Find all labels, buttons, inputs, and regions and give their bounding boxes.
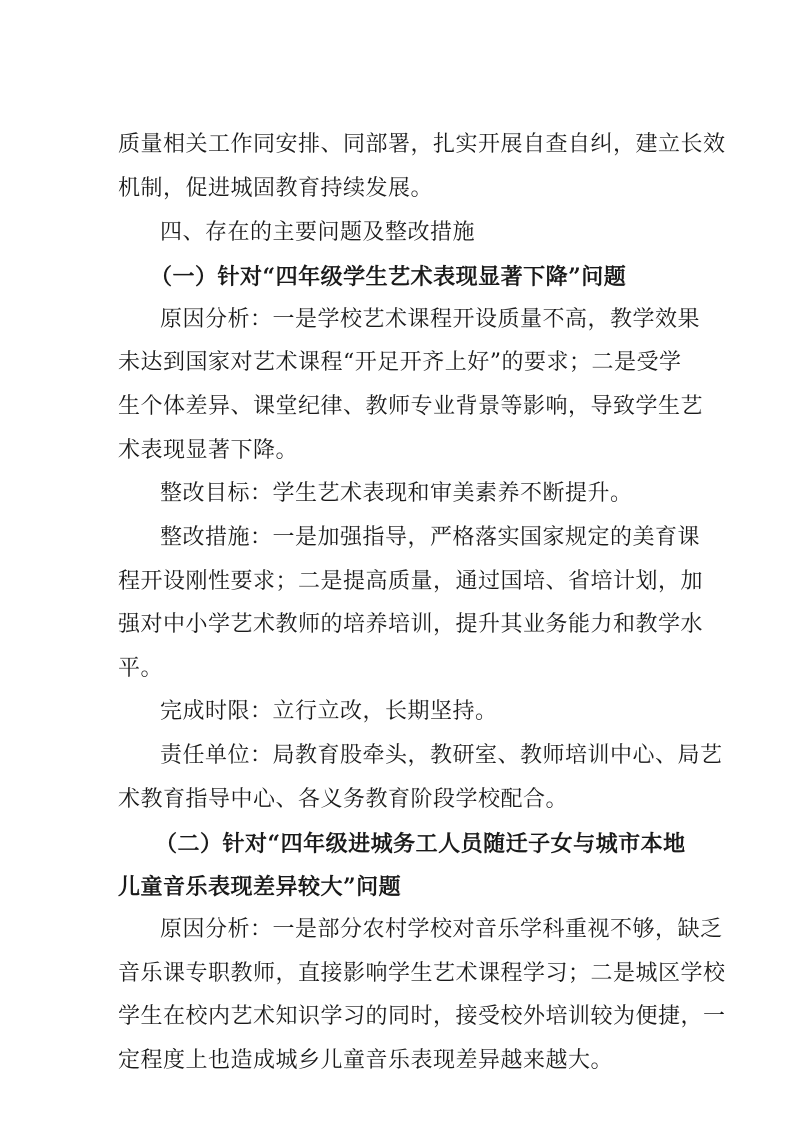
section-heading: 四、存在的主要问题及整改措施 [160,220,476,245]
body-line: 术表现显著下降。 [118,438,299,463]
body-line: 责任单位：局教育股牵头，教研室、教师培训中心、局艺 [160,743,723,768]
body-line: 整改目标：学生艺术表现和审美素养不断提升。 [160,481,633,506]
body-line: 质量相关工作同安排、同部署，扎实开展自查自纠，建立长效 [118,132,726,157]
subsection-heading: 儿童音乐表现差异较大”问题 [118,874,402,900]
body-line: 定程度上也造成城乡儿童音乐表现差异越来越大。 [118,1048,614,1073]
body-line: 术教育指导中心、各义务教育阶段学校配合。 [118,787,569,812]
subsection-heading: （二）针对“四年级进城务工人员随迁子女与城市本地 [155,831,686,857]
body-line: 学生在校内艺术知识学习的同时，接受校外培训较为便捷，一 [118,1004,726,1029]
body-line: 强对中小学艺术教师的培养培训，提升其业务能力和教学水 [118,612,704,637]
body-line: 整改措施：一是加强指导，严格落实国家规定的美育课 [160,525,701,550]
body-line: 程开设刚性要求；二是提高质量，通过国培、省培计划，加 [118,569,704,594]
body-line: 机制，促进城固教育持续发展。 [118,176,434,201]
body-line: 原因分析：一是学校艺术课程开设质量不高，教学效果 [160,307,701,332]
body-line: 音乐课专职教师，直接影响学生艺术课程学习；二是城区学校 [118,961,726,986]
body-line: 完成时限：立行立改，长期坚持。 [160,699,498,724]
body-line: 平。 [118,656,164,681]
body-line: 生个体差异、课堂纪律、教师专业背景等影响，导致学生艺 [118,394,704,419]
body-line: 未达到国家对艺术课程“开足开齐上好”的要求；二是受学 [118,350,682,375]
body-line: 原因分析：一是部分农村学校对音乐学科重视不够，缺乏 [160,917,723,942]
subsection-heading: （一）针对“四年级学生艺术表现显著下降”问题 [150,264,627,290]
